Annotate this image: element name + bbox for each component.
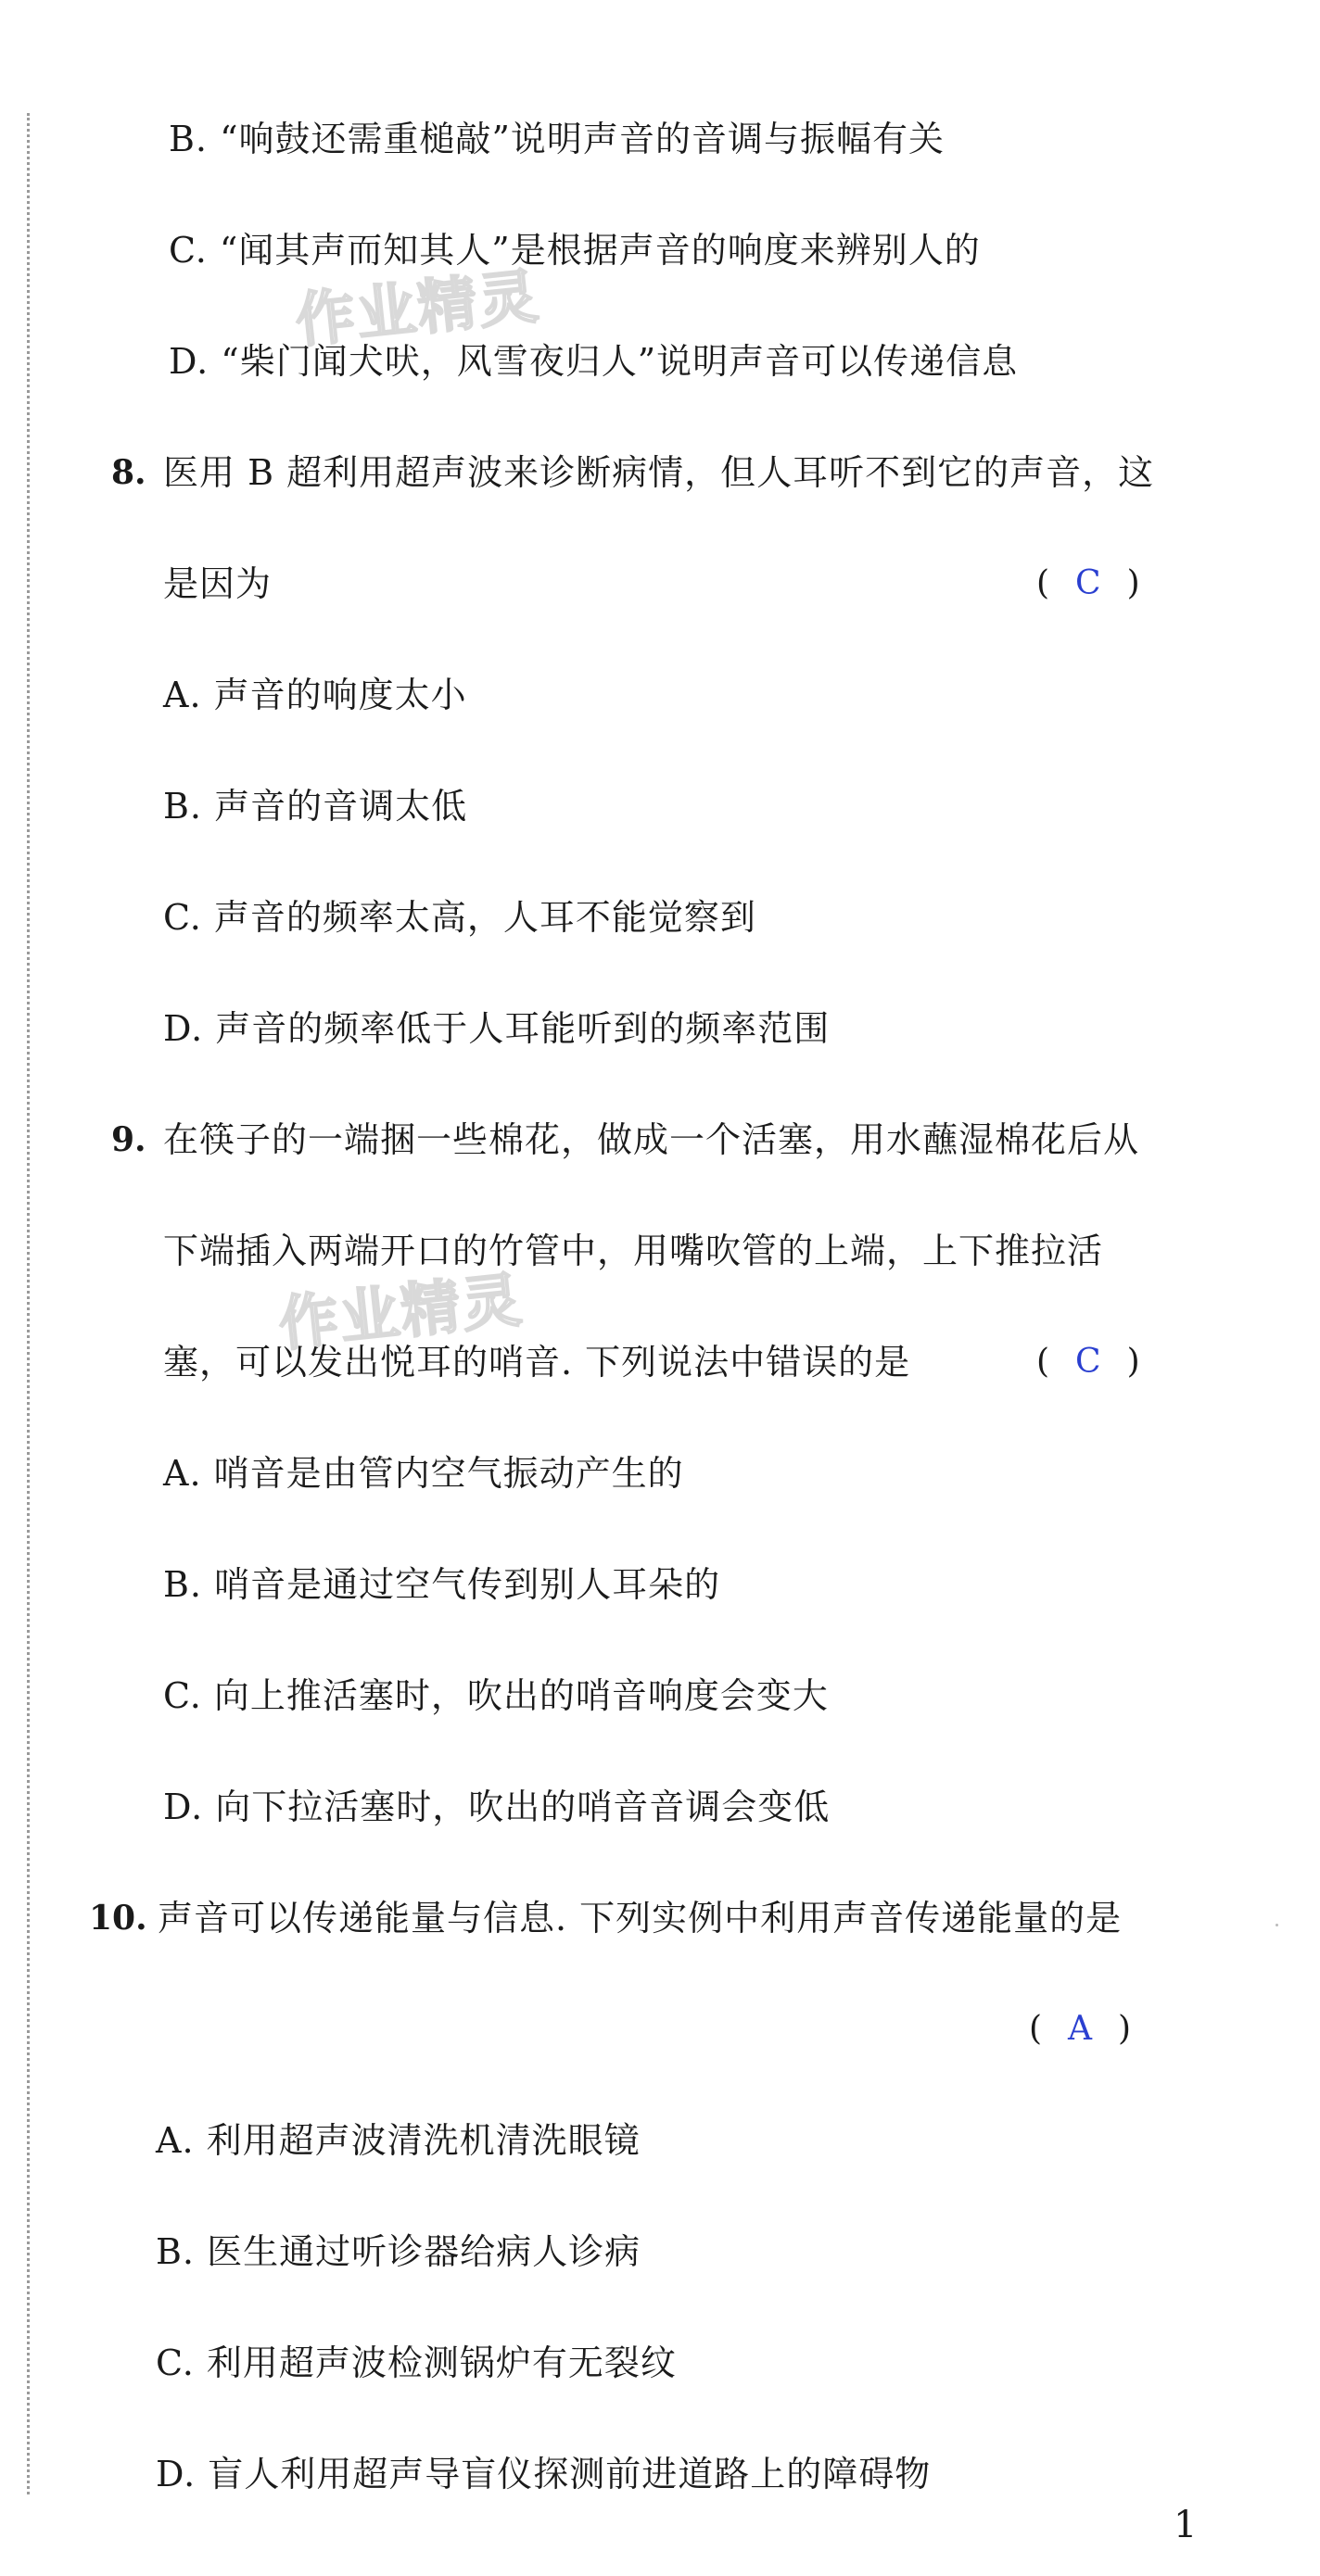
q8-stem-line1: 医用 B 超利用超声波来诊断病情，但人耳听不到它的声音，这 bbox=[163, 452, 1155, 493]
q10-number: 10. bbox=[89, 1899, 147, 1938]
binding-dotted-line bbox=[27, 113, 30, 2494]
q8-answer: C bbox=[1075, 564, 1101, 602]
q10-option-d: D. 盲人利用超声导盲仪探测前进道路上的障碍物 bbox=[156, 2454, 932, 2494]
watermark-middle: 作业精灵 bbox=[275, 1266, 527, 1360]
q8-option-b: B. 声音的音调太低 bbox=[163, 786, 468, 827]
q9-stem-line3: 塞，可以发出悦耳的哨音. 下列说法中错误的是 bbox=[163, 1342, 911, 1383]
q9-option-d: D. 向下拉活塞时，吹出的哨音音调会变低 bbox=[163, 1787, 831, 1827]
q9-answer: C bbox=[1075, 1343, 1101, 1381]
q10-answer-open: ( bbox=[1029, 2010, 1043, 2048]
page-number: 1 bbox=[1174, 2504, 1198, 2546]
q8-answer-open: ( bbox=[1036, 564, 1050, 602]
q10-answer: A bbox=[1068, 2010, 1093, 2048]
q7-option-c: C. “闻其声而知其人”是根据声音的响度来辨别人的 bbox=[169, 230, 981, 271]
q8-answer-close: ) bbox=[1126, 564, 1140, 602]
q9-option-c: C. 向上推活塞时，吹出的哨音响度会变大 bbox=[163, 1675, 829, 1716]
q8-number: 8. bbox=[111, 453, 146, 492]
q9-stem-line1: 在筷子的一端捆一些棉花，做成一个活塞，用水蘸湿棉花后从 bbox=[163, 1119, 1140, 1160]
q10-option-b: B. 医生通过听诊器给病人诊病 bbox=[156, 2231, 641, 2272]
q8-option-c: C. 声音的频率太高，人耳不能觉察到 bbox=[163, 897, 756, 938]
q9-option-a: A. 哨音是由管内空气振动产生的 bbox=[163, 1453, 684, 1494]
q10-option-a: A. 利用超声波清洗机清洗眼镜 bbox=[156, 2120, 641, 2161]
watermark-top: 作业精灵 bbox=[292, 262, 543, 357]
q9-stem-line2: 下端插入两端开口的竹管中，用嘴吹管的上端，上下推拉活 bbox=[163, 1231, 1104, 1271]
q9-option-b: B. 哨音是通过空气传到别人耳朵的 bbox=[163, 1564, 721, 1605]
q8-option-d: D. 声音的频率低于人耳能听到的频率范围 bbox=[163, 1008, 831, 1049]
q7-option-d: D. “柴门闻犬吠，风雪夜归人”说明声音可以传递信息 bbox=[169, 341, 1019, 382]
q8-answer-bracket bbox=[1036, 561, 1140, 607]
q10-stem-line1: 声音可以传递能量与信息. 下列实例中利用声音传递能量的是 bbox=[158, 1898, 1123, 1938]
q9-answer-close: ) bbox=[1126, 1343, 1140, 1381]
q8-stem-line2: 是因为 bbox=[163, 563, 273, 604]
q8-option-a: A. 声音的响度太小 bbox=[163, 675, 467, 715]
q7-option-b: B. “响鼓还需重槌敲”说明声音的音调与振幅有关 bbox=[169, 119, 945, 159]
stray-dot bbox=[1276, 1924, 1278, 1926]
q10-option-c: C. 利用超声波检测锅炉有无裂纹 bbox=[156, 2342, 677, 2383]
q9-answer-bracket bbox=[1036, 1339, 1140, 1385]
q10-answer-bracket bbox=[1029, 2006, 1131, 2052]
q9-number: 9. bbox=[111, 1120, 146, 1159]
q9-answer-open: ( bbox=[1036, 1343, 1050, 1381]
q10-answer-close: ) bbox=[1118, 2010, 1132, 2048]
